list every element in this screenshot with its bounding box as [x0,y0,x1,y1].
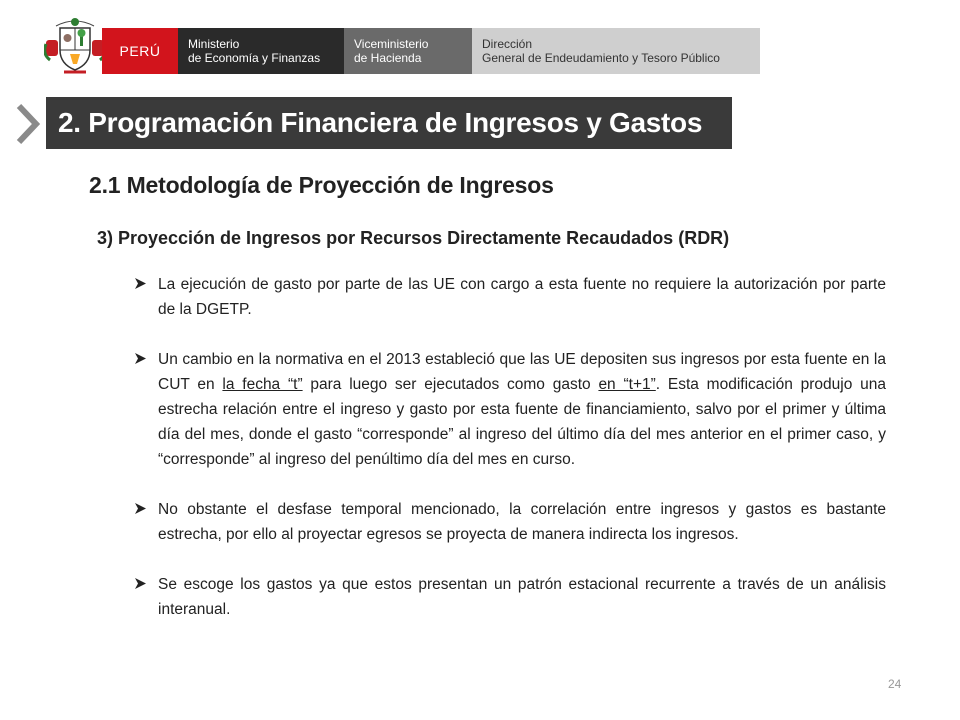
arrow-bullet-icon [134,277,147,290]
bullet-text-1: La ejecución de gasto por parte de las UE con cargo a esta fuente no requiere la autorización por parte de la DGETP. [158,276,886,318]
bullet-item [134,497,886,547]
subtitle: 2.1 Metodología de Proyección de Ingresos [89,172,554,198]
country-badge [102,28,178,74]
bullet-text-4: Se escoge los gastos ya que estos presentan un patrón estacional recurrente a través de un análisis interanual. [158,576,886,618]
bullet2-part2: para luego ser ejecutados como gasto [302,376,599,393]
arrow-bullet-icon [134,577,147,590]
bullet2-underline-date-t1: en “t+1” [598,376,656,393]
arrow-bullet-icon [134,352,147,365]
vice-line1: Viceministerio [354,37,429,51]
bullet2-part1: Un cambio en la normativa en el 2013 estableció que las UE depositen sus ingresos por esta fuente en la CUT en [158,351,886,393]
bullet2-underline-date-t: la fecha “t” [222,376,303,393]
bullet-text-3: No obstante el desfase temporal mencionado, la correlación entre ingresos y gastos es bastante estrecha, por ello al proyectar egresos se proyecta de manera indirecta los ingresos. [158,501,886,543]
chevron-right-icon [16,103,42,145]
bullet-item [134,272,886,322]
arrow-bullet-icon [134,502,147,515]
vice-line2: de Hacienda [354,51,422,65]
page-number: 24 [888,677,902,691]
section-title: 2. Programación Financiera de Ingresos y Gastos [58,107,703,138]
country-label: PERÚ [119,43,161,59]
section-title-bar [46,97,732,149]
dir-line2: General de Endeudamiento y Tesoro Público [482,51,720,65]
viceministry-box [344,28,472,74]
bullet2-part3: . Esta modificación produjo una estrecha relación entre el ingreso y gasto por esta fuente de financiamiento, salvo por el primer y última día del mes, donde el gasto “corresponde” al ingreso del último día del mes anterior en el primer caso, y “corresponde” al ingreso del penúltimo día del mes en curso. [158,376,886,468]
bullet-item [134,347,886,472]
direction-box [472,28,760,74]
ministry-box [178,28,344,74]
peru-coat-of-arms-icon [44,14,106,76]
bullet-item [134,572,886,622]
bullet-text-2 [158,347,886,472]
bullet-list [134,272,886,647]
dir-line1: Dirección [482,37,533,51]
ministry-line2: de Economía y Finanzas [188,51,321,65]
ministry-line1: Ministerio [188,37,240,51]
subsubtitle: 3) Proyección de Ingresos por Recursos Directamente Recaudados (RDR) [97,228,730,248]
